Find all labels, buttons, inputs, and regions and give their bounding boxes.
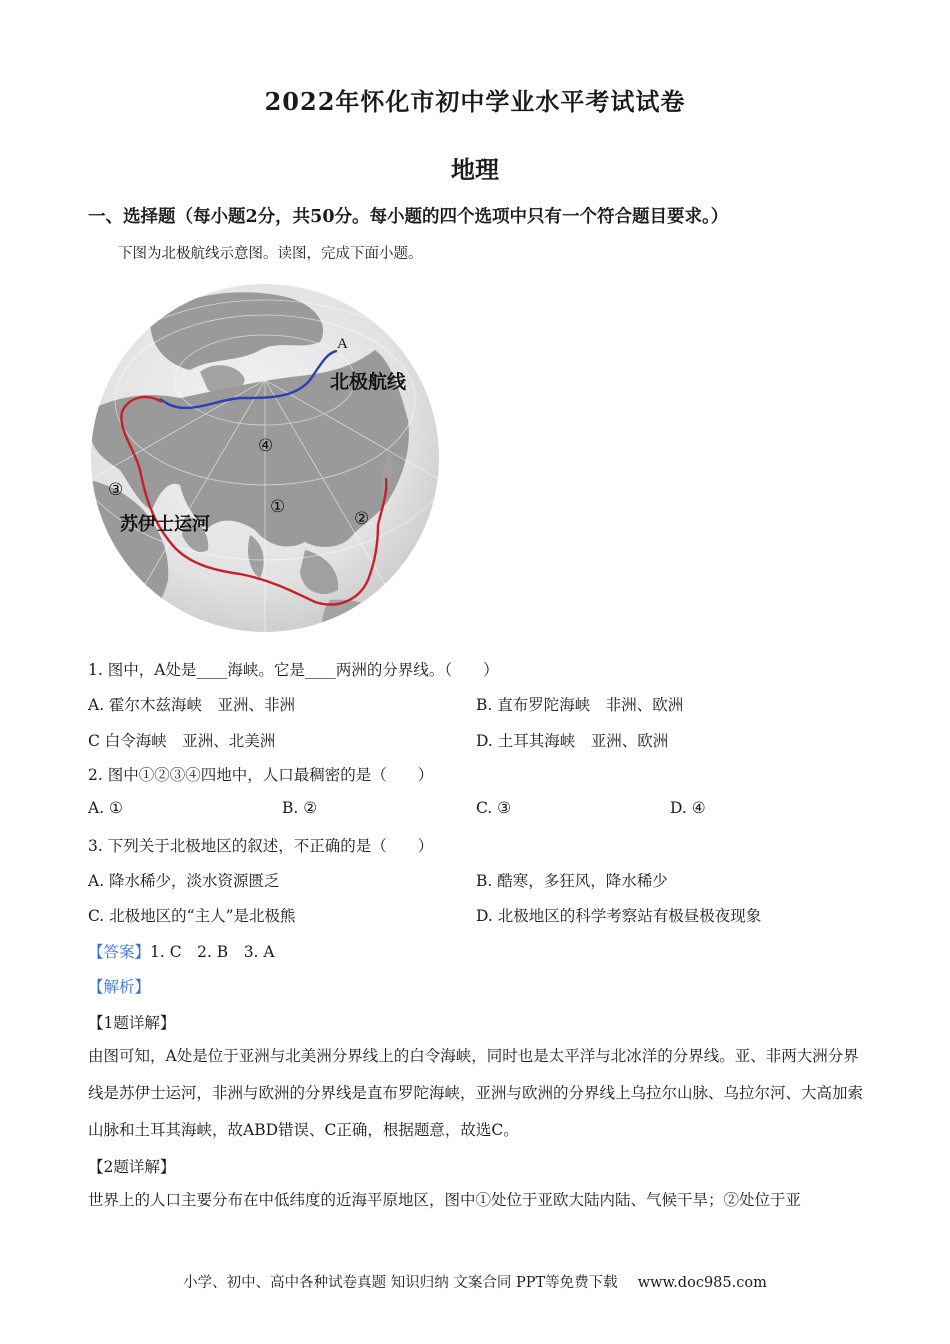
question-3-option-b: B. 酷寒，多狂风，降水稀少 bbox=[476, 872, 668, 890]
question-2-option-a: A. ① bbox=[88, 799, 123, 817]
detail-1-text: 由图可知，A处是位于亚洲与北美洲分界线上的白令海峡，同时也是太平洋与北冰洋的分界线。亚、非两大洲分界线是苏伊士运河，非洲与欧洲的分界线是直布罗陀海峡，亚洲与欧洲的分界线上乌拉尔山脉、乌拉尔河、大高加索山脉和土耳其海峡，故ABD错误、C正确，根据题意，故选C。 bbox=[88, 1047, 864, 1139]
question-2-option-d: D. ④ bbox=[670, 799, 706, 817]
question-3-option-a: A. 降水稀少，淡水资源匮乏 bbox=[88, 872, 280, 890]
analysis-tag: 【解析】 bbox=[88, 978, 151, 996]
question-1-option-b: B. 直布罗陀海峡 非洲、欧洲 bbox=[476, 696, 684, 714]
question-intro: 下图为北极航线示意图。读图，完成下面小题。 bbox=[118, 246, 423, 262]
exam-title: 2022年怀化市初中学业水平考试试卷 bbox=[264, 87, 686, 116]
question-2-option-c: C. ③ bbox=[476, 799, 512, 817]
marker-4: ④ bbox=[258, 436, 274, 456]
detail-1-title: 【1题详解】 bbox=[88, 1014, 176, 1032]
section-heading: 一、选择题（每小题2分，共50分。每小题的四个选项中只有一个符合题目要求。） bbox=[88, 207, 729, 227]
detail-2-text: 世界上的人口主要分布在中低纬度的近海平原地区，图中①处位于亚欧大陆内陆、气候干旱；②处位于亚 bbox=[88, 1191, 802, 1209]
question-2-stem: 2. 图中①②③④四地中，人口最稠密的是（ ） bbox=[88, 766, 434, 784]
question-1-option-c: C 白令海峡 亚洲、北美洲 bbox=[88, 732, 276, 750]
subject-title: 地理 bbox=[451, 155, 499, 184]
arctic-route-map bbox=[90, 280, 440, 636]
page-footer bbox=[0, 1271, 950, 1292]
label-suez-canal: 苏伊士运河 bbox=[120, 514, 210, 535]
question-2-option-b: B. ② bbox=[282, 799, 318, 817]
marker-2: ② bbox=[354, 509, 370, 529]
question-3-stem: 3. 下列关于北极地区的叙述，不正确的是（ ） bbox=[88, 837, 434, 855]
label-a: A bbox=[337, 336, 348, 352]
answer-line bbox=[88, 940, 275, 962]
answer-tag: 【答案】 bbox=[88, 943, 151, 961]
question-1-option-a: A. 霍尔木兹海峡 亚洲、非洲 bbox=[88, 696, 296, 714]
question-3-option-d: D. 北极地区的科学考察站有极昼极夜现象 bbox=[476, 907, 762, 925]
footer-text: 小学、初中、高中各种试卷真题 知识归纳 文案合同 PPT等免费下载 bbox=[183, 1275, 618, 1291]
detail-2-title: 【2题详解】 bbox=[88, 1158, 176, 1176]
label-arctic-route: 北极航线 bbox=[330, 371, 407, 393]
marker-1: ① bbox=[270, 497, 286, 517]
answer-text: 1. C 2. B 3. A bbox=[150, 943, 275, 961]
question-1-option-d: D. 土耳其海峡 亚洲、欧洲 bbox=[476, 732, 669, 750]
footer-url[interactable]: www.doc985.com bbox=[637, 1275, 767, 1291]
question-3-option-c: C. 北极地区的“主人”是北极熊 bbox=[88, 907, 296, 925]
question-1-stem: 1. 图中，A处是____海峡。它是____两洲的分界线。（ ） bbox=[88, 661, 499, 679]
marker-3: ③ bbox=[108, 480, 124, 500]
